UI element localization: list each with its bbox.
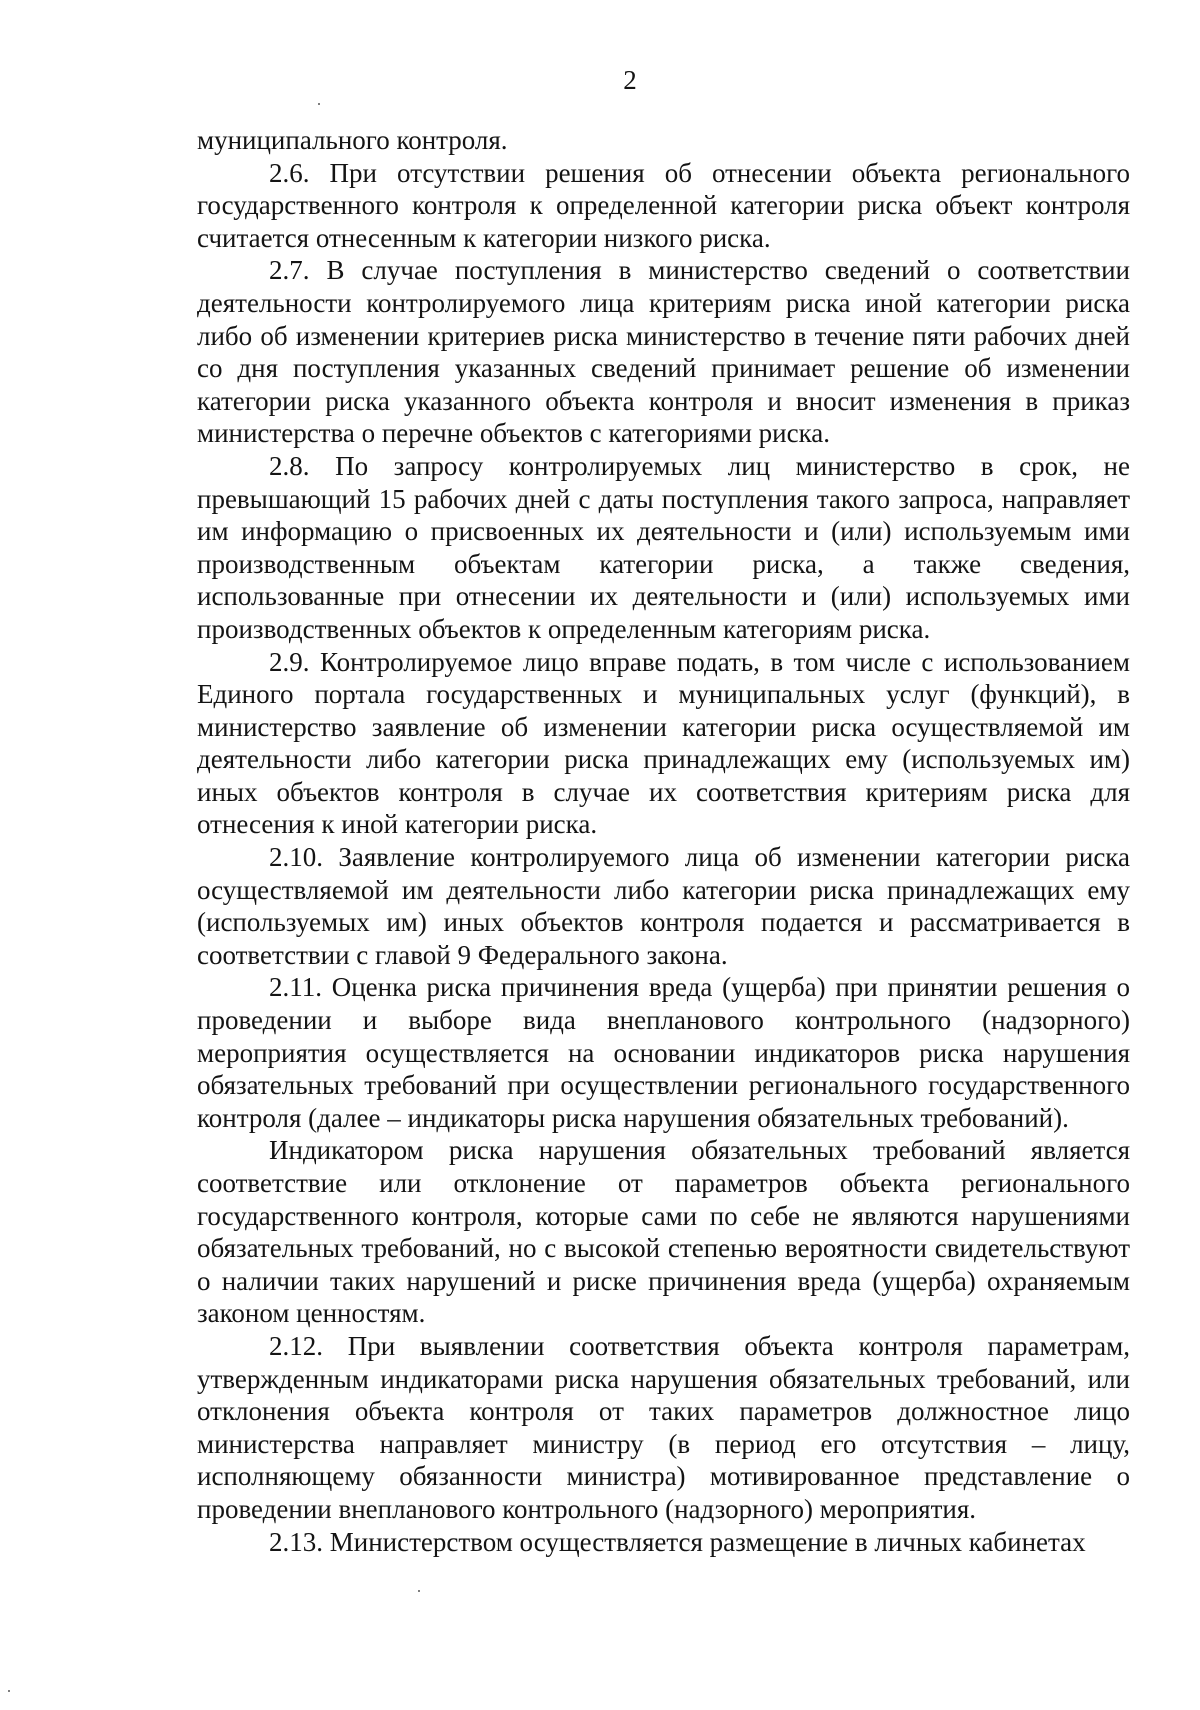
paragraph-2-8: 2.8. По запросу контролируемых лиц министерство в срок, не превышающий 15 рабочих дней с даты поступления такого запроса, направляет им информацию о присвоенных их деятельности и (или) используемым ими производственным объектам категории риска, а также сведения, использованные при отнесении их деятельности и (или) используемых ими производственных объектов к определенным категориям риска.: [197, 450, 1130, 644]
page-number: 2: [623, 65, 637, 95]
paragraph-2-12: 2.12. При выявлении соответствия объекта контроля параметрам, утвержденным индикаторами риска нарушения обязательных требований, или отклонения объекта контроля от таких параметров должностное лицо министерства направляет министру (в период его отсутствия – лицу, исполняющему обязанности министра) мотивированное представление о проведении внепланового контрольного (надзорного) мероприятия.: [197, 1330, 1130, 1524]
paragraph-2-10: 2.10. Заявление контролируемого лица об изменении категории риска осуществляемой им деятельности либо категории риска принадлежащих ему (используемых им) иных объектов контроля подается и рассматривается в соответствии с главой 9 Федерального закона.: [197, 842, 1130, 970]
paragraph-2-7: 2.7. В случае поступления в министерство сведений о соответствии деятельности контролируемого лица критериям риска иной категории риска либо об изменении критериев риска министерство в течение пяти рабочих дней со дня поступления указанных сведений принимает решение об изменении категории риска указанного объекта контроля и вносит изменения в приказ министерства о перечне объектов с категориями риска.: [197, 255, 1130, 449]
scan-speck: [418, 1590, 420, 1592]
scan-speck: [8, 1690, 10, 1692]
paragraph-continuation: муниципального контроля.: [197, 125, 508, 155]
paragraph-2-11: 2.11. Оценка риска причинения вреда (ущерба) при принятии решения о проведении и выборе вида внепланового контрольного (надзорного) мероприятия осуществляется на основании индикаторов риска нарушения обязательных требований при осуществлении регионального государственного контроля (далее – индикаторы риска нарушения обязательных требований).: [197, 972, 1130, 1133]
scan-speck: [318, 103, 320, 105]
paragraph-2-6: 2.6. При отсутствии решения об отнесении объекта регионального государственного контроля к определенной категории риска объект контроля считается отнесенным к категории низкого риска.: [197, 157, 1130, 253]
paragraph-2-9: 2.9. Контролируемое лицо вправе подать, в том числе с использованием Единого портала государственных и муниципальных услуг (функций), в министерство заявление об изменении категории риска осуществляемой им деятельности либо категории риска принадлежащих ему (используемых им) иных объектов контроля в случае их соответствия критериям риска для отнесения к иной категории риска.: [197, 646, 1130, 840]
document-body: [197, 124, 1130, 1558]
paragraph-indicator-definition: Индикатором риска нарушения обязательных требований является соответствие или отклонение от параметров объекта регионального государственного контроля, которые сами по себе не являются нарушениями обязательных требований, но с высокой степенью вероятности свидетельствуют о наличии таких нарушений и риске причинения вреда (ущерба) охраняемым законом ценностям.: [197, 1135, 1130, 1329]
paragraph-2-13: 2.13. Министерством осуществляется размещение в личных кабинетах: [269, 1526, 1086, 1557]
